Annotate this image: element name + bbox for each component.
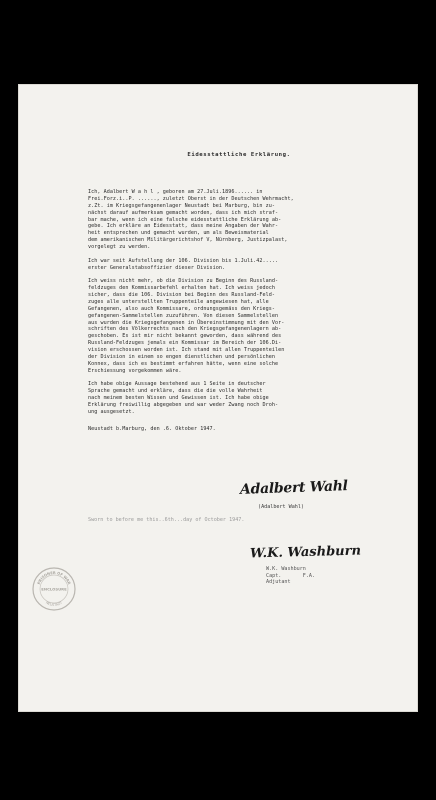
text-line: gebe. Ich erkläre an Eidesstatt, dass meine Angaben der Wahr-	[88, 223, 279, 230]
text-line: Frei.Forz.i..P. ......, zuletzt Oberst in der Deutschen Wehrmacht,	[88, 195, 294, 202]
paragraph	[88, 258, 360, 272]
document-title: Eidesstattliche Erklärung.	[187, 152, 291, 158]
typed-body	[88, 152, 360, 441]
text-line: vision erschossen worden ist. Ich stand mit allen Truppenteilen	[88, 347, 285, 354]
text-line: vorgelegt zu werden.	[88, 244, 151, 251]
sworn-line: Sworn to before me this..6th...day of October 1947.	[88, 517, 245, 523]
paragraph	[88, 381, 360, 416]
paragraph	[88, 278, 360, 375]
text-line: Ich habe obige Aussage bestehend aus 1 Seite in deutscher	[88, 381, 266, 388]
stamp-bottom-text: NEUSTADT	[44, 600, 64, 608]
text-line: sicher, dass die 106. Division bei Beginn des Russland-Feld-	[88, 291, 276, 298]
text-line: aus wurden die Kriegsgefangenen in Übereinstimmung mit den Vor-	[88, 319, 285, 326]
text-line: Sprache gemacht und erkläre, dass die die volle Wahrheit	[88, 388, 263, 395]
stamp-top-text: PRISONER OF WAR	[36, 570, 72, 586]
text-line: Erklärung freiwillig abgegeben und war weder Zwang noch Droh-	[88, 402, 279, 409]
svg-text:NEUSTADT	[45, 600, 64, 607]
dateline: Neustadt b.Marburg, den .6. Oktober 1947.	[88, 425, 216, 432]
text-line: zuges alle unterstellten Truppenteile angewiesen hat, alle	[88, 298, 269, 305]
text-line: gefangenen-Sammelstellen zuzuführen. Von diesen Sammelstellen	[88, 312, 279, 319]
text-line: erster Generalstabsoffizier dieser Division.	[88, 264, 226, 271]
text-line: bar mache, wenn ich eine falsche eidesstattliche Erklärung ab-	[88, 216, 282, 223]
svg-text:PRISONER OF WAR	[37, 571, 71, 585]
text-line: Gefangenen, also auch Kommissare, ordnungsgemäss den Kriegs-	[88, 305, 276, 312]
text-line: z.Zt. im Kriegsgefangenenlager Neustadt bei Marburg, bin zu-	[88, 202, 276, 209]
affiant-typed-name: (Adalbert Wahl)	[258, 504, 305, 510]
text-line: feldzuges den Kommissarbefehl erhalten hat. Ich weiss jedoch	[88, 284, 276, 291]
text-line: schriften des Völkerrechts nach den Kriegsgefangenenlagern ab-	[88, 326, 282, 333]
text-line: der Division in einem so engen dienstlichen und persönlichen	[88, 354, 276, 361]
text-line: dem amerikanischen Militärgerichtshof V, Nürnberg, Justizpalast,	[88, 237, 288, 244]
body-paragraphs	[88, 189, 360, 416]
text-line: geschoben. Es ist mir nicht bekannt geworden, dass während des	[88, 333, 282, 340]
text-line: nach meinem besten Wissen und Gewissen ist. Ich habe obige	[88, 395, 269, 402]
paragraph	[88, 189, 360, 251]
officer-signature: W.K. Washburn	[249, 543, 362, 562]
text-line: Konnex, dass ich es bestimmt erfahren hätte, wenn eine solche	[88, 360, 279, 367]
text-line: Russland-Feldzuges jemals ein Kommissar im Bereich der 106.Di-	[88, 340, 282, 347]
text-line: heit entsprechen und gemacht wurden, um als Beweismaterial	[88, 230, 269, 237]
text-line: Ich, Adalbert W a h l , geboren am 27.Juli.1896...... in	[88, 188, 263, 195]
text-line: Ich war seit Aufstellung der 106. Division bis 1.Juli.42.....	[88, 257, 279, 264]
official-stamp	[31, 566, 77, 612]
text-line: ung ausgesetzt.	[88, 408, 135, 415]
affiant-signature: Adalbert Wahl	[239, 478, 348, 498]
document-page	[18, 84, 418, 712]
officer-block: W.K. Washburn Capt. F.A. Adjutant	[266, 566, 316, 586]
text-line: nächst darauf aufmerksam gemacht worden, dass ich mich straf-	[88, 209, 279, 216]
text-line: Erschiessung vorgekommen wäre.	[88, 367, 182, 374]
text-line: Ich weiss nicht mehr, ob die Division zu Beginn des Russland-	[88, 278, 279, 285]
stamp-mid-text: ENCLOSURE	[41, 586, 67, 592]
